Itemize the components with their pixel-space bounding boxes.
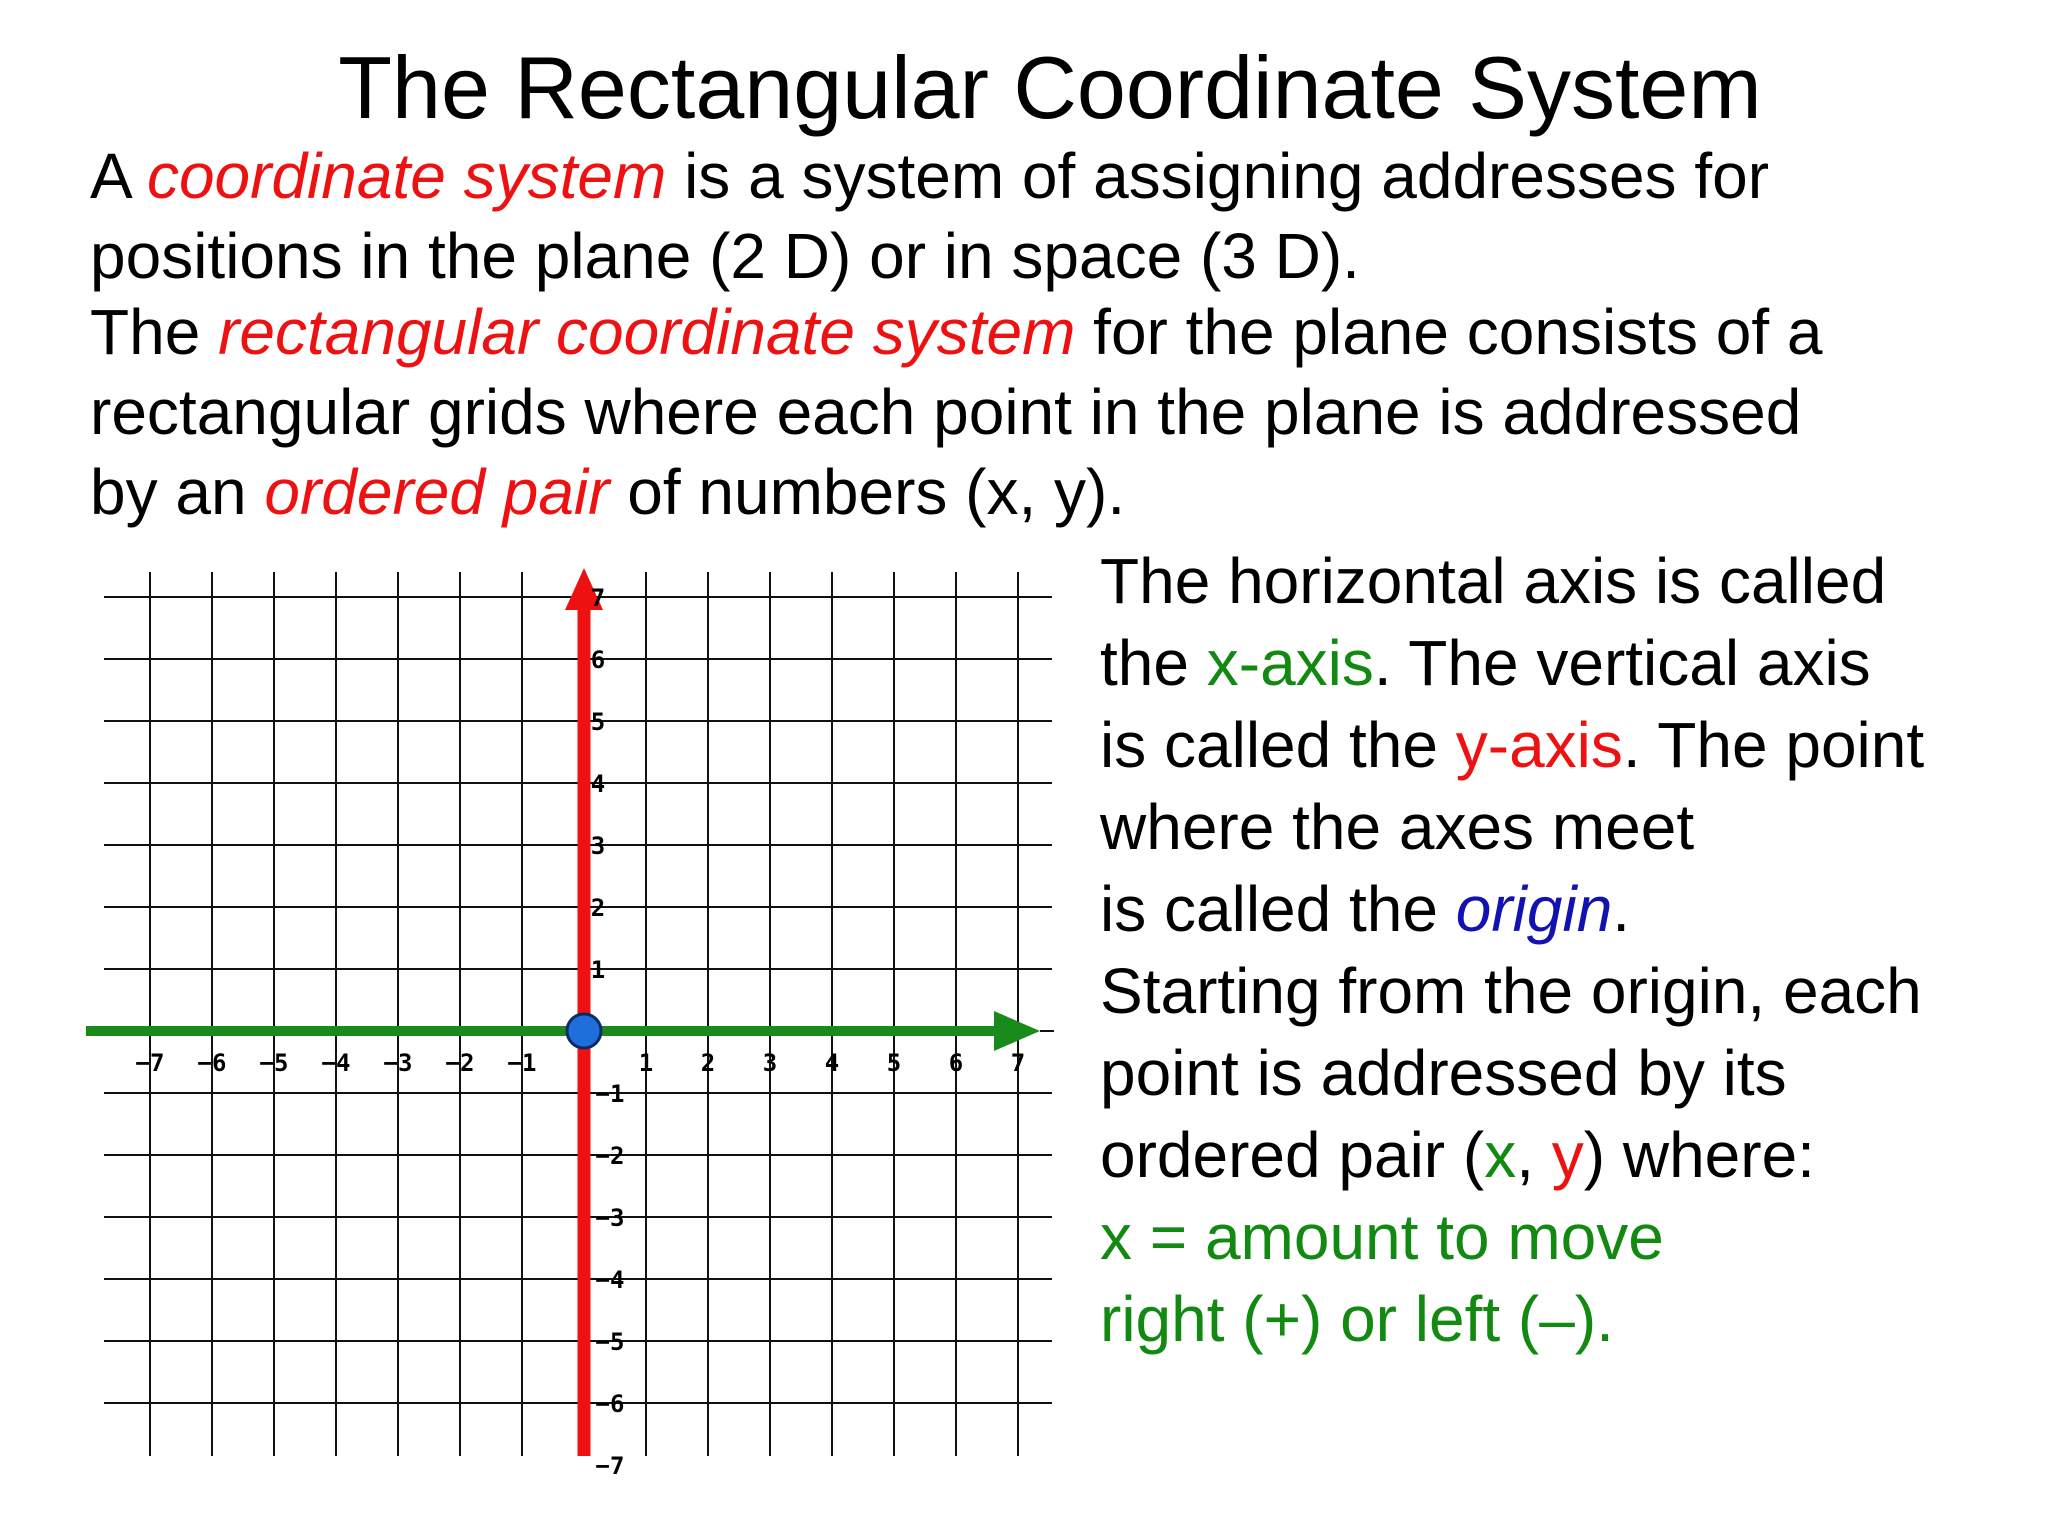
side-line-10: right (+) or left (–). [1100,1283,1614,1355]
x-tick-label: −3 [383,1049,413,1077]
side-line-3 [1100,704,2040,786]
side-text-span: ordered pair ( [1100,1119,1485,1191]
side-text-span: is called the [1100,873,1456,945]
ordered-pair-y: y [1551,1119,1584,1191]
side-text-span: the [1100,627,1207,699]
y-tick-label: −5 [595,1328,625,1356]
x-tick-label: 6 [948,1049,964,1077]
page-title: The Rectangular Coordinate System [338,38,1762,137]
term-ordered-pair: ordered pair [264,456,610,528]
y-tick-label: 6 [590,646,606,674]
x-tick-label: −2 [445,1049,475,1077]
term-y-axis: y-axis [1455,709,1623,781]
y-tick-label: 3 [590,832,606,860]
side-text-span: ) where: [1583,1119,1815,1191]
intro-text-span: A [90,140,147,212]
y-tick-label: 7 [590,584,606,612]
y-tick-label: −4 [595,1266,625,1294]
side-line-2 [1100,622,2040,704]
term-x-axis: x-axis [1206,627,1374,699]
side-text-span: . The point [1622,709,1925,781]
side-line-8 [1100,1114,2040,1196]
side-text-span: , [1516,1119,1552,1191]
y-tick-label: 1 [590,956,606,984]
side-line-9: x = amount to move [1100,1201,1664,1273]
term-coordinate-system: coordinate system [146,140,667,212]
side-text-span: . [1612,873,1631,945]
x-tick-label: 4 [824,1049,840,1077]
side-explanation [1100,540,2040,1360]
y-tick-label: −6 [595,1390,625,1418]
intro-line-4: rectangular grids where each point in the plane is addressed [90,376,1802,448]
intro-line-2: positions in the plane (2 D) or in space (3 D). [90,220,1360,292]
x-tick-label: −5 [259,1049,289,1077]
term-origin: origin [1455,873,1613,945]
x-tick-label: −1 [507,1049,537,1077]
side-text-span: is called the [1100,709,1456,781]
x-tick-label: −6 [197,1049,227,1077]
y-tick-label: 5 [590,708,606,736]
x-tick-label: 2 [700,1049,716,1077]
intro-text-span: The [90,296,219,368]
y-tick-label: 4 [590,770,606,798]
intro-text-span: of numbers (x, y). [609,456,1126,528]
side-text-span: . The vertical axis [1373,627,1871,699]
y-tick-label: −3 [595,1204,625,1232]
x-tick-label: 5 [886,1049,902,1077]
y-tick-label: 2 [590,894,606,922]
y-tick-label: −7 [595,1452,625,1480]
side-line-1: The horizontal axis is called [1100,545,1887,617]
x-tick-label: −7 [135,1049,165,1077]
y-tick-label: −2 [595,1142,625,1170]
side-line-5 [1100,868,2040,950]
side-line-6: Starting from the origin, each [1100,955,1922,1027]
intro-text-span: by an [90,456,265,528]
x-tick-label: 3 [762,1049,778,1077]
side-line-7: point is addressed by its [1100,1037,1787,1109]
intro-text-span: is a system of assigning addresses for [666,140,1769,212]
origin-point [567,1014,601,1048]
x-tick-label: 7 [1010,1049,1026,1077]
side-line-4: where the axes meet [1100,791,1695,863]
y-tick-label: −1 [595,1080,625,1108]
intro-text-span: for the plane consists of a [1075,296,1823,368]
ordered-pair-x: x [1484,1119,1517,1191]
x-tick-label: −4 [321,1049,351,1077]
term-rectangular-coordinate-system: rectangular coordinate system [218,296,1076,368]
x-tick-label: 1 [638,1049,654,1077]
